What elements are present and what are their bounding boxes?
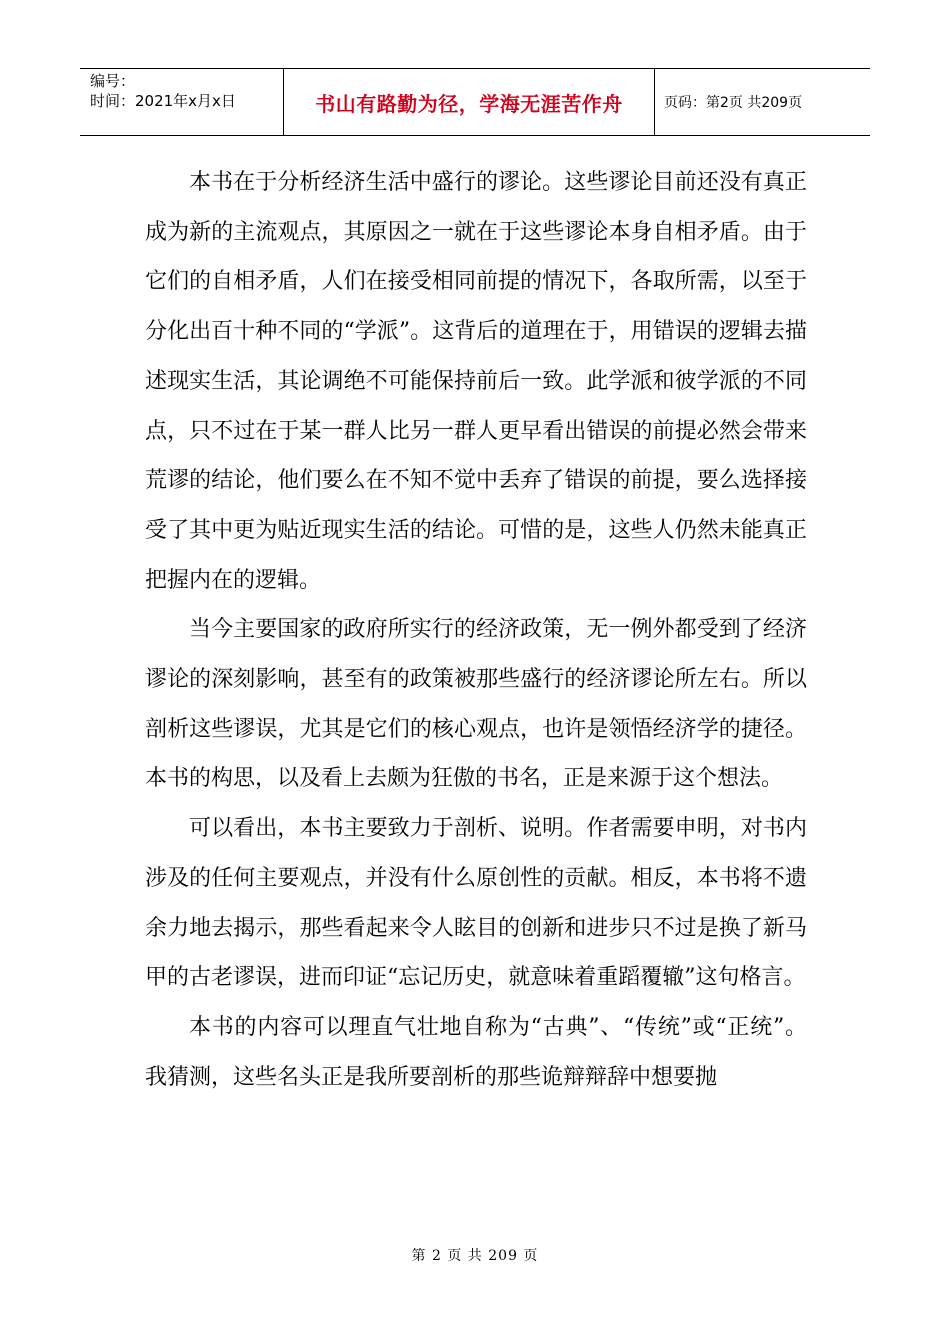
header-motto: 书山有路勤为径，学海无涯苦作舟 — [283, 69, 655, 135]
header-page-info: 页码：第2页 共209页 — [664, 95, 803, 111]
body-paragraph: 本书的内容可以理直气壮地自称为“古典”、“传统”或“正统”。 我猜测，这些名头正是我所要剖析的那些诡辩辩辞中想要抛 — [145, 1014, 807, 1090]
document-date-label: 时间：2021年x月x日 — [90, 92, 236, 110]
body-paragraph: 可以看出，本书主要致力于剖析、说明。作者需要申明，对书内涉及的任何主要观点，并没有什么原创性的贡献。相反，本书将不遗余力地去揭示，那些看起来令人眩目的创新和进步只不过是换了新马甲的古老谬误，进而印证“忘记历史，就意味着重蹈覆辙”这句格言。 — [145, 816, 807, 991]
document-body — [145, 158, 807, 1102]
page-footer: 第 2 页 共 209 页 — [411, 1248, 539, 1264]
document-number-label: 编号： — [90, 72, 136, 90]
body-paragraph: 当今主要国家的政府所实行的经济政策，无一例外都受到了经济谬论的深刻影响，甚至有的政策被那些盛行的经济谬论所左右。所以剖析这些谬误，尤其是它们的核心观点，也许是领悟经济学的捷径。本书的构思，以及看上去颇为狂傲的书名，正是来源于这个想法。 — [145, 617, 807, 792]
header-meta-cell — [80, 69, 283, 135]
body-paragraph: 本书在于分析经济生活中盛行的谬论。这些谬论目前还没有真正成为新的主流观点，其原因之一就在于这些谬论本身自相矛盾。由于它们的自相矛盾，人们在接受相同前提的情况下，各取所需，以至于分化出百十种不同的“学派”。这背后的道理在于，用错误的逻辑去描述现实生活，其论调绝不可能保持前后一致。此学派和彼学派的不同点，只不过在于某一群人比另一群人更早看出错误的前提必然会带来荒谬的结论，他们要么在不知不觉中丢弃了错误的前提，要么选择接受了其中更为贴近现实生活的结论。可惜的是，这些人仍然未能真正把握内在的逻辑。 — [145, 170, 807, 593]
document-header — [80, 68, 870, 136]
